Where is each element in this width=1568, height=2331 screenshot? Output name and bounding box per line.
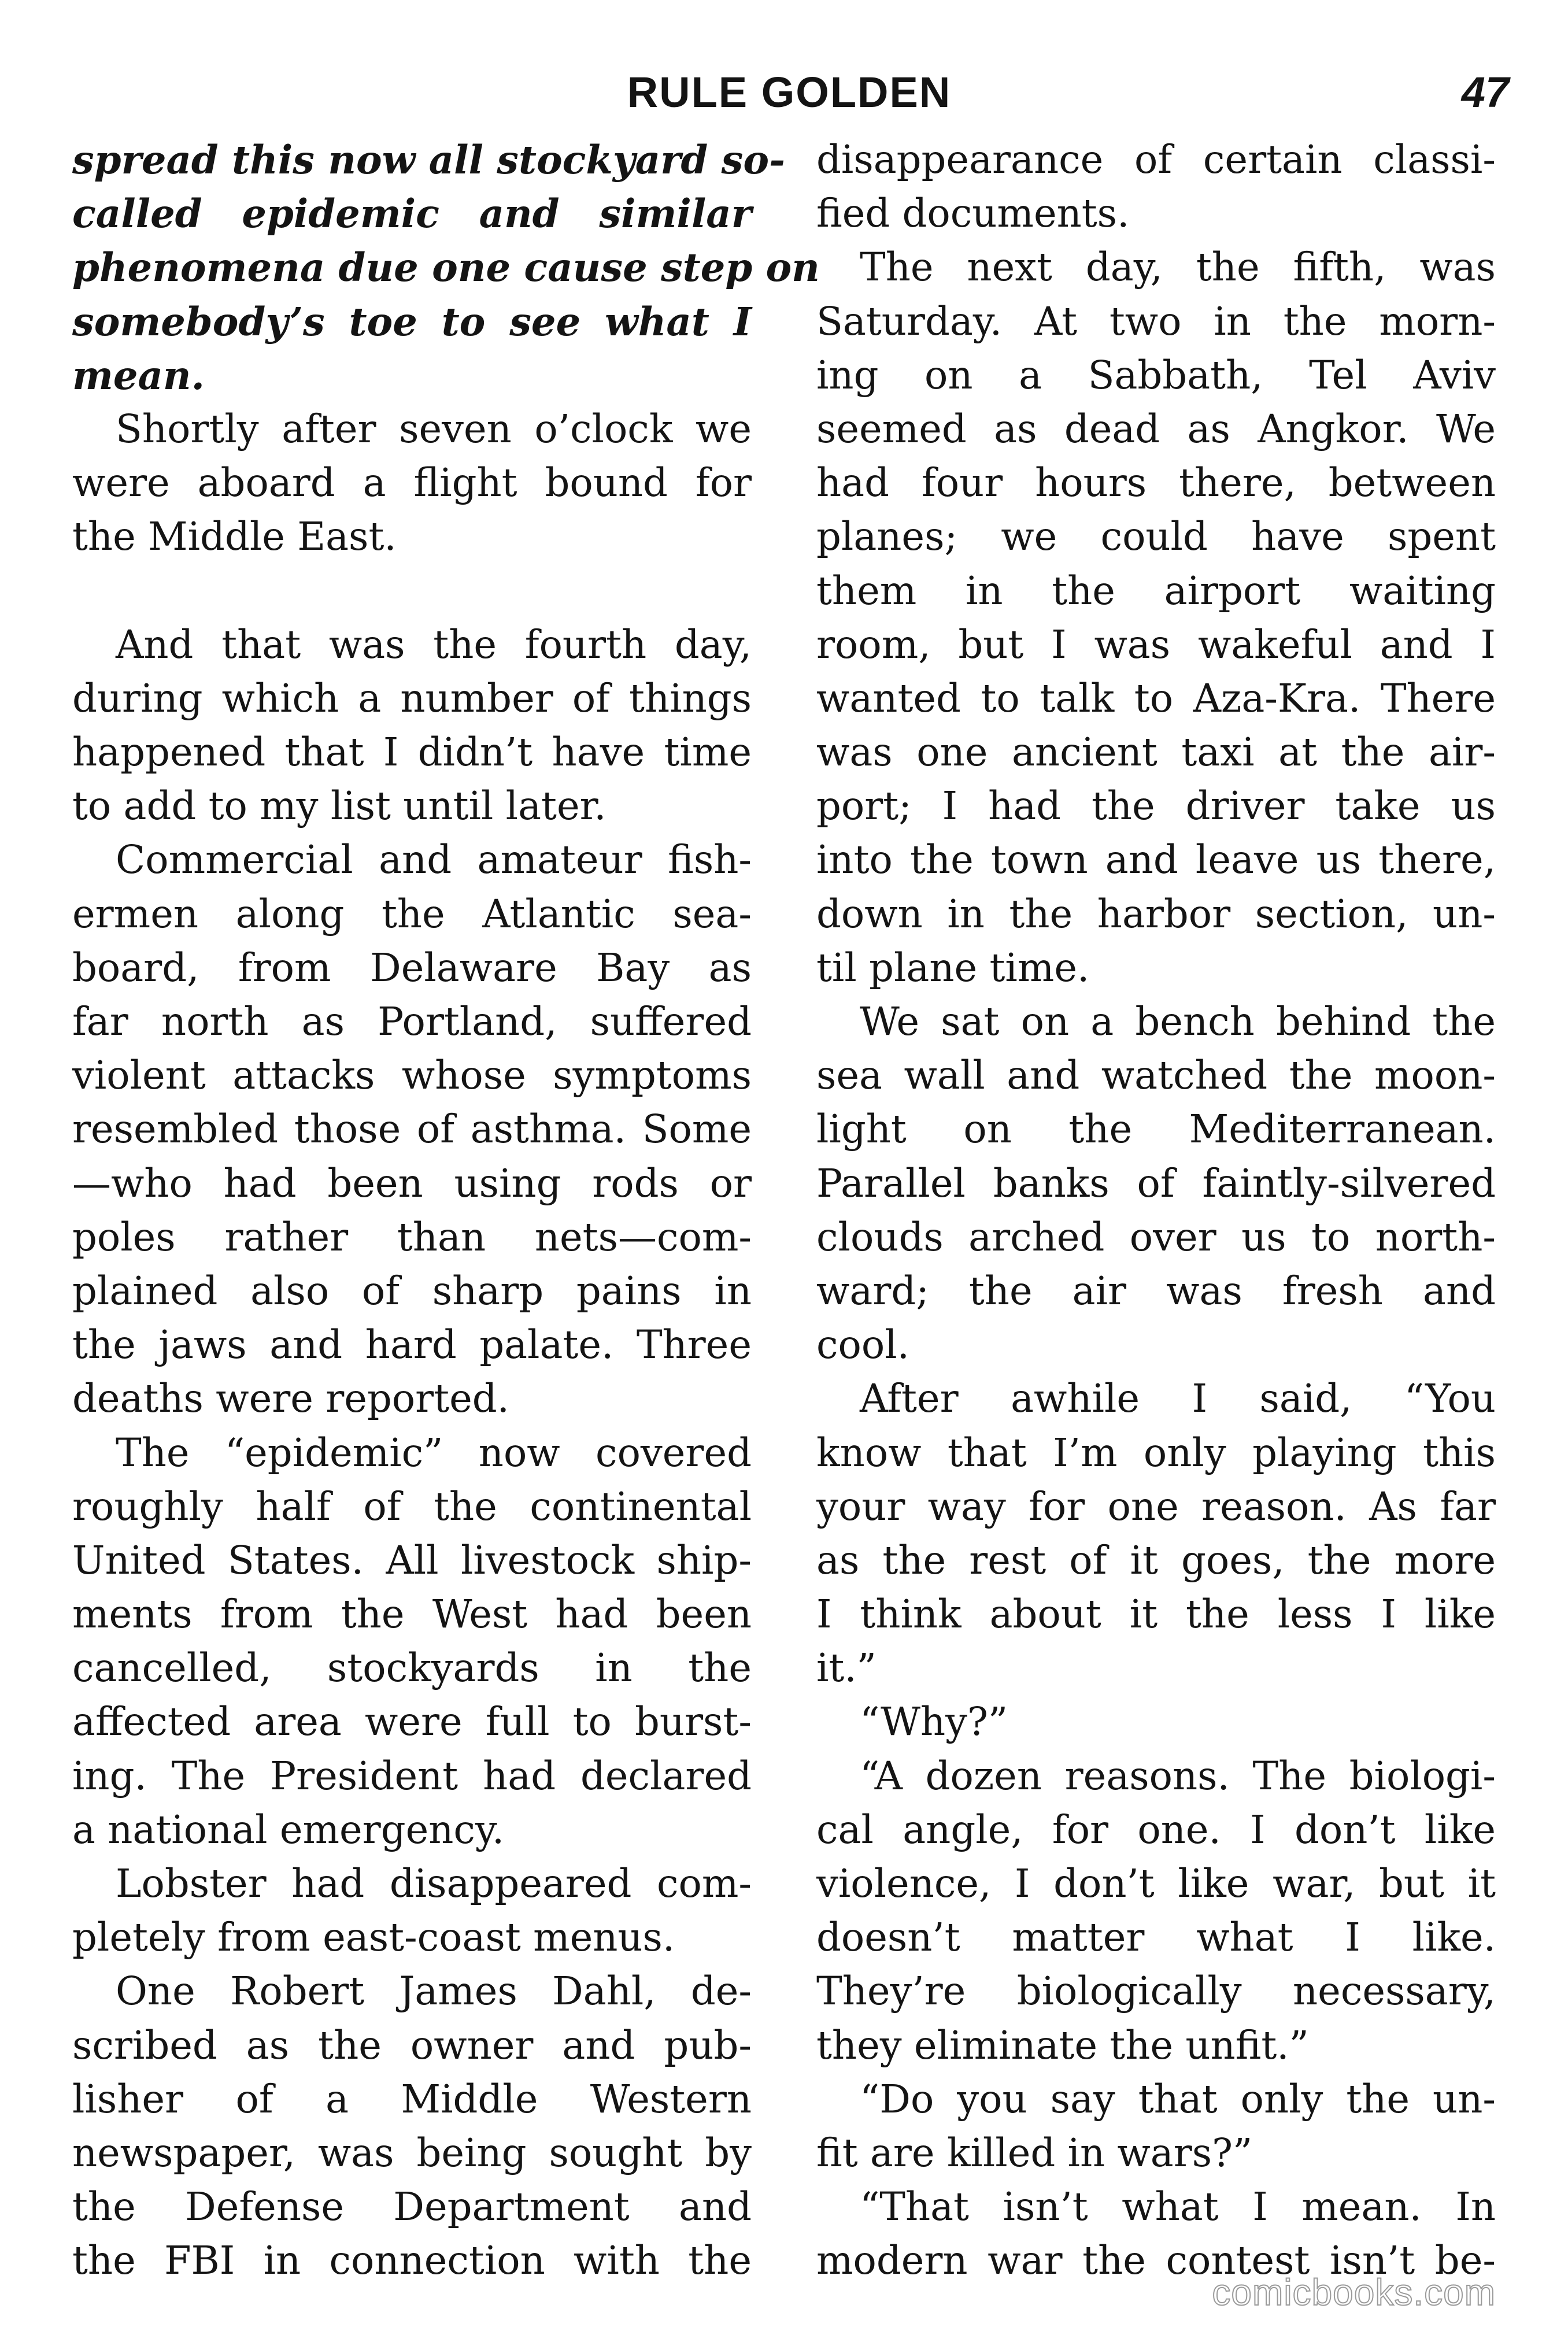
section-break <box>72 564 752 618</box>
text-line: were aboard a flight bound for <box>72 460 752 506</box>
text-line: board, from Delaware Bay as <box>72 945 752 990</box>
text-line: disappearance of certain classi- <box>816 137 1496 182</box>
text-line: far north as Portland, suffered <box>72 999 752 1044</box>
text-line: Lobster had disappeared com- <box>116 1861 752 1906</box>
text-line: We sat on a bench behind the <box>860 999 1496 1044</box>
text-line: I think about it the less I like <box>816 1592 1496 1637</box>
text-line: affected area were full to burst- <box>72 1699 752 1745</box>
text-line: roughly half of the continental <box>72 1483 752 1529</box>
text-line: violence, I don’t like war, but it <box>816 1861 1496 1906</box>
text-line: the Middle East. <box>72 514 397 560</box>
text-line: fied documents. <box>816 191 1130 236</box>
text-line: your way for one reason. As far <box>816 1483 1496 1529</box>
text-line: them in the airport waiting <box>816 568 1496 613</box>
text-line: violent attacks whose symptoms <box>72 1053 752 1098</box>
text-line: fit are killed in wars?” <box>816 2130 1253 2175</box>
text-line: After awhile I said, “You <box>860 1376 1496 1422</box>
text-line: room, but I was wakeful and I <box>816 621 1496 667</box>
watermark: comicbooks.com <box>1212 2271 1496 2313</box>
text-line: seemed as dead as Angkor. We <box>816 406 1496 452</box>
paragraph <box>72 402 752 564</box>
text-line: during which a number of things <box>72 675 752 721</box>
text-line: planes; we could have spent <box>816 514 1496 560</box>
text-line: doesn’t matter what I like. <box>816 1915 1496 1960</box>
paragraph <box>816 1372 1496 1695</box>
text-line: modern war the contest isn’t be- <box>816 2238 1496 2284</box>
text-line: phenomena due one cause step on <box>72 245 820 291</box>
text-line: One Robert James Dahl, de- <box>116 1969 752 2014</box>
page-number: 47 <box>1461 68 1509 116</box>
text-line: til plane time. <box>816 945 1090 990</box>
text-line: had four hours there, between <box>816 460 1496 506</box>
text-line: “Why?” <box>860 1699 1008 1745</box>
paragraph <box>816 995 1496 1372</box>
text-line: was one ancient taxi at the air- <box>816 730 1496 775</box>
text-line: They’re biologically necessary, <box>816 1969 1496 2014</box>
paragraph <box>816 2073 1496 2180</box>
text-line: cool. <box>816 1322 909 1368</box>
text-line: ermen along the Atlantic sea- <box>72 891 752 937</box>
paragraph-continuation <box>816 133 1496 240</box>
right-column <box>816 133 1496 2288</box>
text-line: scribed as the owner and pub- <box>72 2022 752 2068</box>
text-line: the Defense Department and <box>72 2184 752 2230</box>
text-line: somebody’s toe to see what I <box>72 298 752 345</box>
text-line: the FBI in connection with the <box>72 2238 752 2284</box>
text-line: know that I’m only playing this <box>816 1430 1496 1475</box>
paragraph <box>72 1857 752 1964</box>
text-line: it.” <box>816 1645 877 1691</box>
paragraph-italic-continuation <box>72 133 820 402</box>
paragraph <box>816 240 1496 995</box>
text-line: Parallel banks of faintly-silvered <box>816 1160 1496 1206</box>
text-line: deaths were reported. <box>72 1376 509 1422</box>
text-line: “Do you say that only the un- <box>860 2076 1496 2122</box>
text-line: they eliminate the unfit.” <box>816 2022 1309 2068</box>
text-line: Saturday. At two in the morn- <box>816 298 1496 344</box>
text-line: called epidemic and similar <box>72 191 752 237</box>
text-line: mean. <box>72 352 205 398</box>
text-line: port; I had the driver take us <box>816 783 1496 829</box>
paragraph <box>72 833 752 1426</box>
text-line: ments from the West had been <box>72 1592 752 1637</box>
text-line: ward; the air was fresh and <box>816 1268 1496 1314</box>
text-line: “A dozen reasons. The biologi- <box>860 1753 1496 1799</box>
paragraph <box>72 1426 752 1858</box>
text-line: poles rather than nets—com- <box>72 1214 752 1260</box>
text-line: And that was the fourth day, <box>116 621 752 667</box>
text-line: plained also of sharp pains in <box>72 1268 752 1314</box>
text-line: United States. All livestock ship- <box>72 1537 752 1583</box>
text-line: pletely from east-coast menus. <box>72 1915 675 1960</box>
page-header <box>69 61 1509 124</box>
paragraph <box>816 1749 1496 2073</box>
text-line: resembled those of asthma. Some <box>72 1107 752 1152</box>
paragraph <box>72 618 752 834</box>
left-column <box>72 133 820 2288</box>
text-line: The “epidemic” now covered <box>116 1430 752 1475</box>
text-line: The next day, the fifth, was <box>860 245 1496 290</box>
paragraph <box>72 1964 752 2288</box>
paragraph <box>816 1695 1496 1749</box>
text-line: a national emergency. <box>72 1807 505 1852</box>
text-line: ing. The President had declared <box>72 1753 752 1799</box>
text-line: newspaper, was being sought by <box>72 2130 752 2175</box>
text-line: spread this now all stockyard so- <box>72 137 785 183</box>
text-line: sea wall and watched the moon- <box>816 1053 1496 1098</box>
text-line: clouds arched over us to north- <box>816 1214 1496 1260</box>
text-line: Shortly after seven o’clock we <box>116 406 752 452</box>
text-line: as the rest of it goes, the more <box>816 1537 1496 1583</box>
text-line: happened that I didn’t have time <box>72 730 752 775</box>
text-line: the jaws and hard palate. Three <box>72 1322 752 1368</box>
text-line: down in the harbor section, un- <box>816 891 1496 937</box>
text-line: ing on a Sabbath, Tel Aviv <box>816 352 1496 398</box>
text-line: wanted to talk to Aza-Kra. There <box>816 675 1496 721</box>
text-line: to add to my list until later. <box>72 783 607 829</box>
text-line: cancelled, stockyards in the <box>72 1645 752 1691</box>
text-line: into the town and leave us there, <box>816 837 1496 883</box>
text-line: cal angle, for one. I don’t like <box>816 1807 1496 1852</box>
text-line: light on the Mediterranean. <box>816 1107 1496 1152</box>
text-line: —who had been using rods or <box>72 1160 752 1206</box>
running-title: RULE GOLDEN <box>627 68 952 116</box>
text-line: Commercial and amateur fish- <box>116 837 752 883</box>
text-line: lisher of a Middle Western <box>72 2076 752 2122</box>
text-line: “That isn’t what I mean. In <box>860 2184 1496 2230</box>
